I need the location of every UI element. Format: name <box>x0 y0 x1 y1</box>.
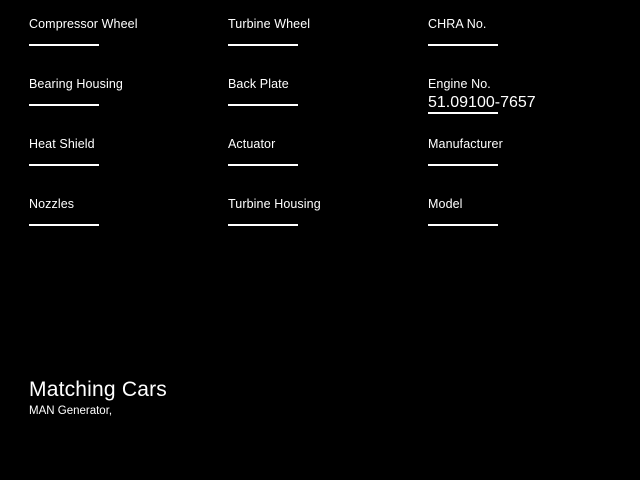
spec-underline <box>228 164 298 166</box>
spec-label: Turbine Wheel <box>228 17 311 31</box>
spec-value <box>228 33 408 34</box>
spec-item-heat-shield <box>29 136 209 166</box>
spec-value <box>29 153 209 154</box>
spec-label: Heat Shield <box>29 137 95 151</box>
spec-label: Back Plate <box>228 77 289 91</box>
spec-underline <box>428 44 498 46</box>
spec-value: 51.09100-7657 <box>428 94 536 111</box>
spec-label: Nozzles <box>29 197 75 211</box>
spec-value <box>228 93 408 94</box>
matching-cars-section <box>29 378 167 419</box>
matching-cars-title: Matching Cars <box>29 378 167 401</box>
spec-underline <box>228 224 298 226</box>
spec-item-actuator <box>228 136 408 166</box>
spec-label: Manufacturer <box>428 137 503 151</box>
spec-item-manufacturer <box>428 136 608 166</box>
spec-underline <box>29 44 99 46</box>
spec-label: CHRA No. <box>428 17 487 31</box>
spec-underline <box>29 164 99 166</box>
spec-underline <box>29 224 99 226</box>
spec-value <box>228 213 408 214</box>
spec-label: Turbine Housing <box>228 197 321 211</box>
spec-label: Bearing Housing <box>29 77 123 91</box>
spec-label: Actuator <box>228 137 276 151</box>
spec-value <box>29 33 209 34</box>
spec-underline <box>228 104 298 106</box>
spec-item-back-plate <box>228 76 408 106</box>
spec-underline <box>29 104 99 106</box>
spec-label: Engine No. <box>428 77 491 91</box>
spec-item-turbine-wheel <box>228 16 408 46</box>
spec-label: Compressor Wheel <box>29 17 138 31</box>
spec-item-compressor-wheel <box>29 16 209 46</box>
spec-item-chra-no <box>428 16 608 46</box>
spec-label: Model <box>428 197 463 211</box>
spec-underline <box>428 164 498 166</box>
matching-cars-entry: MAN Generator, <box>29 405 113 417</box>
spec-underline <box>428 224 498 226</box>
spec-value <box>228 153 408 154</box>
spec-item-turbine-housing <box>228 196 408 226</box>
spec-value <box>428 213 608 214</box>
spec-item-bearing-housing <box>29 76 209 106</box>
spec-value <box>29 213 209 214</box>
spec-value <box>29 93 209 94</box>
spec-underline <box>428 112 498 114</box>
spec-item-model <box>428 196 608 226</box>
spec-value <box>428 153 608 154</box>
spec-underline <box>228 44 298 46</box>
spec-value <box>428 33 608 34</box>
spec-item-engine-no <box>428 76 608 114</box>
spec-item-nozzles <box>29 196 209 226</box>
